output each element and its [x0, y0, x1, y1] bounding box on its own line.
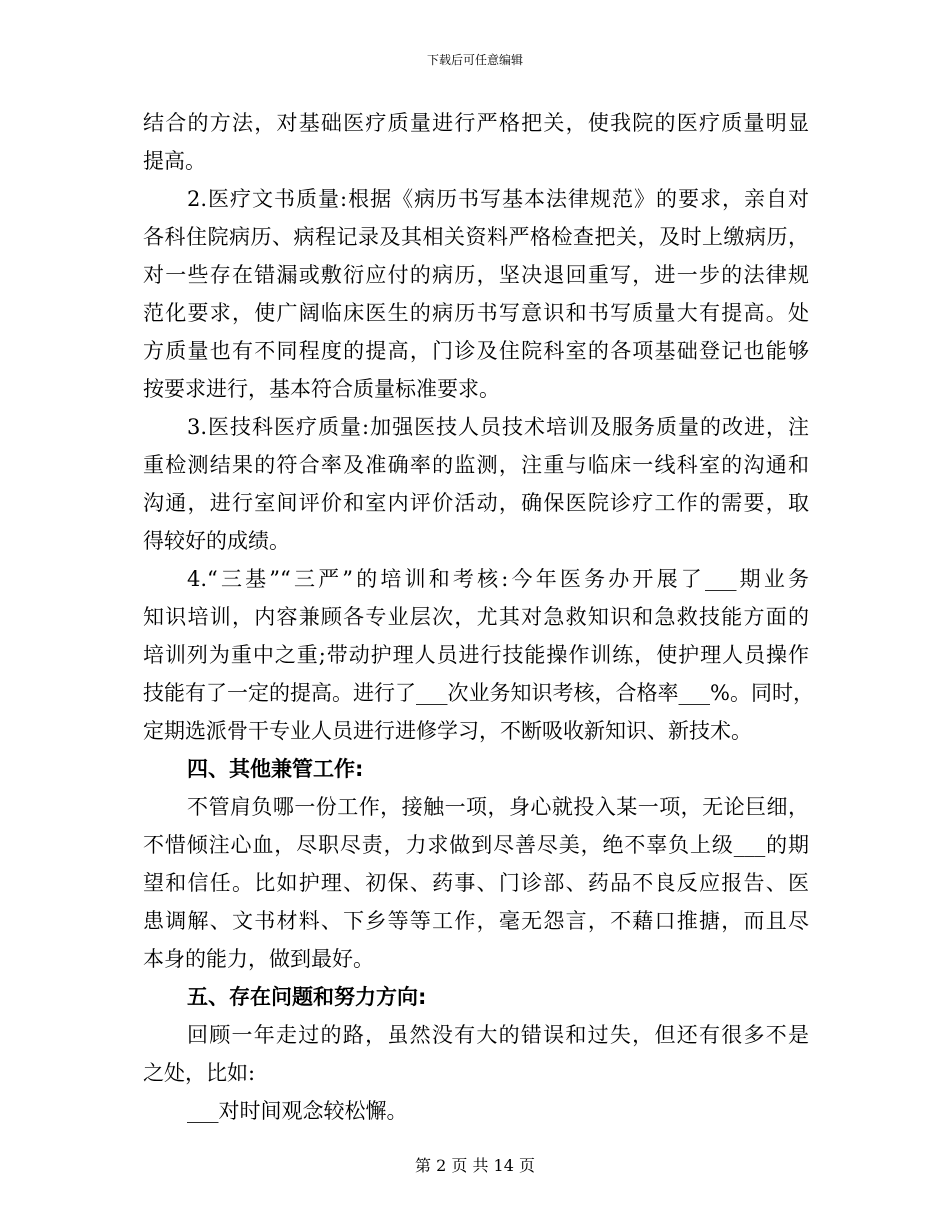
body-line: 4.“三基”“三严”的培训和考核:今年医务办开展了___期业务: [187, 567, 809, 591]
body-line: 不管肩负哪一份工作，接触一项，身心就投入某一项，无论巨细，: [187, 795, 809, 819]
body-line: 技能有了一定的提高。进行了___次业务知识考核，合格率___%。同时，: [143, 681, 814, 705]
body-line: 结合的方法，对基础医疗质量进行严格把关，使我院的医疗质量明显: [143, 111, 809, 135]
body-line: 沟通，进行室间评价和室内评价活动，确保医院诊疗工作的需要，取: [143, 491, 809, 515]
body-line: 不惜倾注心血，尽职尽责，力求做到尽善尽美，绝不辜负上级___的期: [143, 833, 809, 857]
body-line: 按要求进行，基本符合质量标准要求。: [143, 377, 500, 401]
body-line: 患调解、文书材料、下乡等等工作，毫无怨言，不藉口推搪，而且尽: [143, 909, 809, 933]
page-header: 下载后可任意编辑: [426, 53, 523, 67]
section-heading: 四、其他兼管工作:: [187, 757, 364, 781]
body-line: 望和信任。比如护理、初保、药事、门诊部、药品不良反应报告、医: [143, 871, 809, 895]
body-line: 2.医疗文书质量:根据《病历书写基本法律规范》的要求，亲自对: [187, 187, 809, 211]
body-line: 本身的能力，做到最好。: [143, 947, 374, 971]
body-line: ___对时间观念较松懈。: [187, 1099, 408, 1123]
body-line: 得较好的成绩。: [143, 529, 290, 553]
body-line: 提高。: [143, 149, 206, 173]
body-line: 对一些存在错漏或敷衍应付的病历，坚决退回重写，进一步的法律规: [143, 263, 809, 287]
body-line: 回顾一年走过的路，虽然没有大的错误和过失，但还有很多不是: [187, 1023, 809, 1047]
section-heading: 五、存在问题和努力方向:: [187, 985, 427, 1009]
page-footer: 第 2 页 共 14 页: [415, 1156, 535, 1175]
body-line: 培训列为重中之重;带动护理人员进行技能操作训练，使护理人员操作: [143, 643, 809, 667]
body-line: 范化要求，使广阔临床医生的病历书写意识和书写质量大有提高。处: [143, 301, 809, 325]
body-line: 之处，比如:: [143, 1061, 256, 1085]
body-line: 知识培训，内容兼顾各专业层次，尤其对急救知识和急救技能方面的: [143, 605, 809, 629]
body-line: 3.医技科医疗质量:加强医技人员技术培训及服务质量的改进，注: [187, 415, 809, 439]
body-line: 各科住院病历、病程记录及其相关资料严格检查把关，及时上缴病历，: [143, 225, 809, 249]
body-line: 重检测结果的符合率及准确率的监测，注重与临床一线科室的沟通和: [143, 453, 809, 477]
document-body: [143, 104, 814, 1130]
body-line: 定期选派骨干专业人员进行进修学习，不断吸收新知识、新技术。: [143, 719, 752, 743]
body-line: 方质量也有不同程度的提高，门诊及住院科室的各项基础登记也能够: [143, 339, 809, 363]
